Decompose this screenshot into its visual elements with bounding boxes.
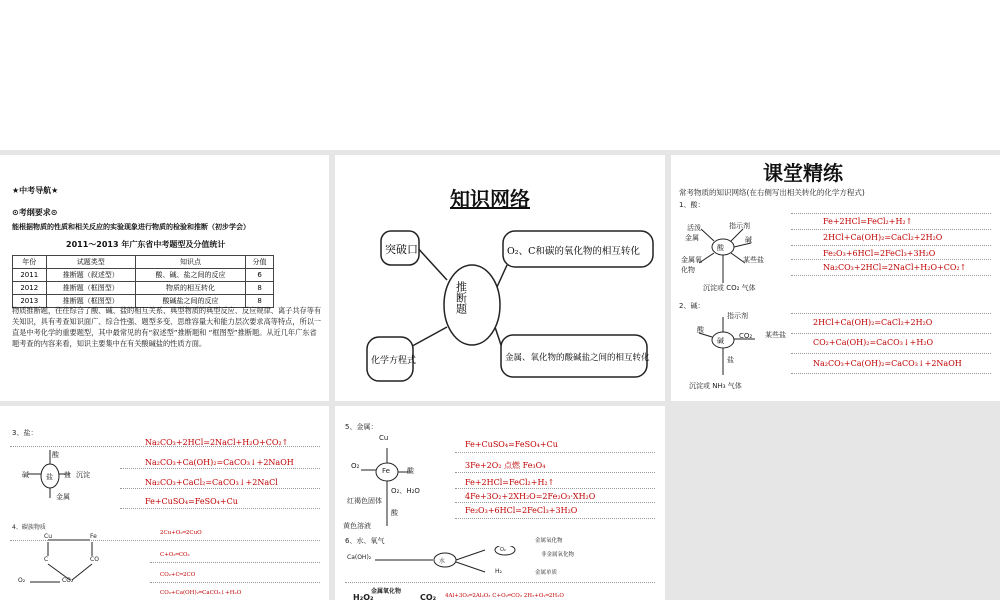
table-cell: 推断题（框图型）: [46, 282, 136, 295]
water-label: Ca(OH)₂: [347, 554, 372, 561]
slide-title: 课堂精练: [763, 161, 843, 185]
carbon-equation: CO₂+Ca(OH)₂═CaCO₃↓+H₂O: [160, 590, 242, 596]
carbon-equation: C+O₂═CO₂: [160, 552, 190, 558]
arrow: [701, 229, 714, 241]
salt-equation: Fe+CuSO₄=FeSO₄+Cu: [145, 497, 238, 506]
water-label: H₂: [495, 568, 502, 575]
right-bottom-label: 金属、氧化物的酸碱盐之间的相互转化: [505, 353, 650, 363]
table-body: [13, 269, 274, 308]
table-cell: 酸碱盐之间的反应: [136, 295, 246, 308]
acid-label: 化物: [681, 266, 695, 274]
empty-slot: [671, 406, 1000, 600]
metal-center: Fe: [382, 467, 390, 475]
bottom-label: H₂O₂: [353, 593, 374, 600]
arrow: [72, 564, 92, 580]
stats-table: [12, 255, 274, 308]
base-equation: CO₂+Ca(OH)₂=CaCO₃↓+H₂O: [813, 338, 934, 347]
connector: [415, 245, 447, 280]
requirement-text: 能根据物质的性质和相关反应的实验现象进行物质的检验和推断（初步学会）: [12, 223, 250, 231]
bottom-label: 金属氧化物: [371, 588, 402, 595]
table-cell: 6: [246, 269, 274, 282]
table-cell: 8: [246, 282, 274, 295]
table-title: 2011～2013 年广东省中考题型及分值统计: [66, 240, 226, 249]
table-header-cell: 知识点: [136, 256, 246, 269]
table-cell: 推断题（叙述型）: [46, 269, 136, 282]
salt-label: 碱: [22, 471, 29, 479]
center-node: [444, 265, 500, 345]
slide-thumbnail-1[interactable]: [0, 155, 329, 401]
salt-label: 盐: [64, 471, 71, 479]
water-label: 金属氧化物: [535, 538, 563, 544]
acid-label: 碱: [745, 236, 752, 244]
center-label: 推断题: [454, 281, 468, 314]
slide-thumbnail-3[interactable]: [671, 155, 1000, 401]
water-label: 非金属氧化物: [541, 552, 575, 558]
connector: [497, 265, 507, 287]
acid-center: 酸: [717, 244, 724, 252]
base-equation: Na₂CO₃+Ca(OH)₂=CaCO₃↓+2NaOH: [813, 359, 962, 368]
intro-text: 常考物质的知识网络(在右侧写出相关转化的化学方程式): [679, 188, 865, 197]
acid-label: 某些盐: [743, 256, 764, 264]
section-base: 2、碱：: [679, 302, 705, 310]
carbon-label: O₂: [18, 577, 26, 584]
section-salt: 3、盐：: [12, 429, 38, 437]
mind-map: [335, 155, 665, 401]
metal-label: 红褐色固体: [347, 497, 382, 505]
carbon-equation: 2Cu+O₂═2CuO: [160, 530, 202, 536]
intro-paragraph: 物质推断题，往往综合了酸、碱、盐的相互关系、典型物质的典型反应、反应规律、离子共存等有关知识，具有考查知识面广、综合性强、题型多变、思维容量大和能力层次要求高等特点，所以一直是中考化学的重要题型，其中最常见的有“叙述型”推断题和 “框图型”推断题。从近几年广东省题考查的内容来看，知识主要集中在有关酸碱盐的性质方面。: [12, 306, 322, 348]
table-row: [13, 282, 274, 295]
metal-equation: 3Fe+2O₂ 点燃 Fe₃O₄: [465, 461, 546, 470]
table-cell: 物质的相互转化: [136, 282, 246, 295]
section-water: 6、水、氧气: [345, 537, 385, 545]
water-label: 金属单质: [535, 570, 558, 576]
left-top-label: 突破口: [385, 243, 418, 256]
metal-equation: Fe₂O₃+6HCl=2FeCl₃+3H₂O: [465, 506, 578, 515]
table-header-row: [13, 256, 274, 269]
arrow: [456, 550, 485, 560]
base-label: 酸: [697, 326, 704, 334]
carbon-label: CO: [90, 556, 99, 563]
metal-label: 黄色溶液: [343, 522, 371, 530]
acid-label: 金属: [685, 234, 699, 242]
slide-thumbnail-5[interactable]: [335, 406, 665, 600]
carbon-label: Cu: [44, 533, 52, 540]
table-cell: 推断题（框图型）: [46, 295, 136, 308]
carbon-label: C: [44, 556, 49, 563]
arrow: [456, 562, 485, 572]
salt-equation: Na₂CO₃+2HCl=2NaCl+H₂O+CO₂↑: [145, 438, 289, 447]
salt-label: 沉淀: [76, 471, 90, 479]
water-center: 水: [439, 558, 446, 565]
acid-equation: Fe₂O₃+6HCl=2FeCl₃+3H₂O: [823, 249, 936, 258]
carbon-label: CO₂: [62, 577, 74, 584]
base-label: 指示剂: [727, 312, 748, 320]
guide-heading: ★中考导航★: [12, 186, 59, 195]
acid-label: 指示剂: [729, 222, 750, 230]
carbon-label: Fe: [90, 533, 97, 540]
table-cell: 酸、碱、盐之间的反应: [136, 269, 246, 282]
section-acid: 1、酸：: [679, 201, 705, 209]
salt-label: 酸: [52, 451, 59, 459]
base-center: 碱: [717, 337, 724, 345]
acid-label: 沉淀或 CO₂ 气体: [703, 284, 756, 292]
carbon-equation: CO₂+C═2CO: [160, 572, 196, 578]
section-carbon: 4、碳族物质: [12, 524, 46, 531]
right-top-label: O₂、C和碳的氧化物的相互转化: [507, 246, 640, 257]
table-header-cell: 分值: [246, 256, 274, 269]
table-cell: 2012: [13, 282, 47, 295]
table-cell: 8: [246, 295, 274, 308]
metal-label: O₂: [351, 462, 360, 470]
base-label: 某些盐: [765, 331, 786, 339]
section-metal: 5、金属：: [345, 423, 378, 431]
requirement-heading: ⊙考纲要求⊙: [12, 208, 58, 217]
left-bottom-label: 化学方程式: [371, 356, 417, 366]
salt-center: 盐: [46, 473, 53, 481]
top-blank-area: [0, 0, 1000, 150]
table-row: [13, 269, 274, 282]
water-label: O₂: [500, 547, 506, 553]
acid-label: 活泼: [687, 224, 701, 232]
salt-equation: Na₂CO₃+CaCl₂=CaCO₃↓+2NaCl: [145, 478, 278, 487]
metal-label: O₂、H₂O: [391, 487, 420, 495]
metal-equation: Fe+2HCl=FeCl₂+H₂↑: [465, 478, 555, 487]
base-label: 盐: [727, 356, 734, 364]
slide-thumbnail-2[interactable]: [335, 155, 665, 401]
bottom-equation: 4Al+3O₂═2Al₂O₃ C+O₂═CO₂ 2H₂+O₂═2H₂O: [445, 593, 564, 599]
water-diagram: [335, 546, 575, 586]
acid-label: 金属氧: [681, 256, 702, 264]
metal-label: 酸: [407, 467, 414, 475]
bottom-label: CO₂: [420, 593, 437, 600]
acid-equation: Na₂CO₃+2HCl=2NaCl+H₂O+CO₂↑: [823, 263, 967, 272]
slide-title: 知识网络: [450, 187, 530, 211]
table-header-cell: 试题类型: [46, 256, 136, 269]
metal-equation: Fe+CuSO₄=FeSO₄+Cu: [465, 440, 558, 449]
salt-equation: Na₂CO₃+Ca(OH)₂=CaCO₃↓+2NaOH: [145, 458, 294, 467]
acid-equation: Fe+2HCl=FeCl₂+H₂↑: [823, 217, 913, 226]
metal-label: 酸: [391, 509, 398, 517]
metal-label: Cu: [379, 434, 389, 442]
base-label: 沉淀或 NH₃ 气体: [689, 382, 742, 390]
acid-equation: 2HCl+Ca(OH)₂=CaCl₂+2H₂O: [823, 233, 943, 242]
table-header-cell: 年份: [13, 256, 47, 269]
salt-label: 金属: [56, 493, 70, 501]
slide-thumbnail-4[interactable]: [0, 406, 329, 600]
base-label: CO₂: [739, 332, 753, 340]
metal-equation: 4Fe+3O₂+2XH₂O=2Fe₂O₃·XH₂O: [465, 492, 596, 501]
base-equation: 2HCl+Ca(OH)₂=CaCl₂+2H₂O: [813, 318, 933, 327]
table-cell: 2011: [13, 269, 47, 282]
table-cell: 2013: [13, 295, 47, 308]
